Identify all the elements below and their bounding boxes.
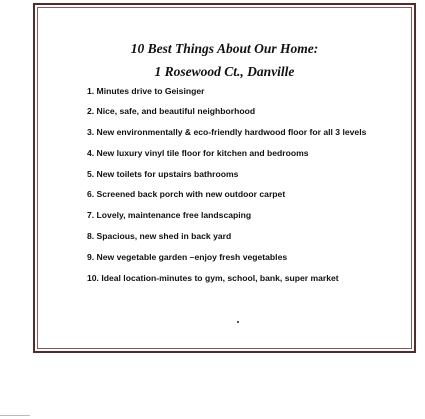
list-item-7: 7. Lovely, maintenance free landscaping <box>87 210 252 220</box>
list-item-1: 1. Minutes drive to Geisinger <box>87 86 205 96</box>
stray-dot <box>237 321 239 323</box>
title-line-1: 10 Best Things About Our Home: <box>130 41 319 56</box>
list-item-8: 8. Spacious, new shed in back yard <box>87 231 232 241</box>
list-item-5: 5. New toilets for upstairs bathrooms <box>87 169 239 179</box>
bottom-edge-mark <box>0 415 30 416</box>
list-item-6: 6. Screened back porch with new outdoor carpet <box>87 189 286 199</box>
document-frame <box>33 3 416 353</box>
title-line-2: 1 Rosewood Ct., Danville <box>154 64 295 79</box>
list-item-4: 4. New luxury vinyl tile floor for kitchen and bedrooms <box>87 148 309 158</box>
list-item-9: 9. New vegetable garden –enjoy fresh vegetables <box>87 252 288 262</box>
list-item-3: 3. New environmentally & eco-friendly hardwood floor for all 3 levels <box>87 127 367 137</box>
list-item-10: 10. Ideal location-minutes to gym, school, bank, super market <box>87 273 339 283</box>
list-item-2: 2. Nice, safe, and beautiful neighborhood <box>87 106 256 116</box>
